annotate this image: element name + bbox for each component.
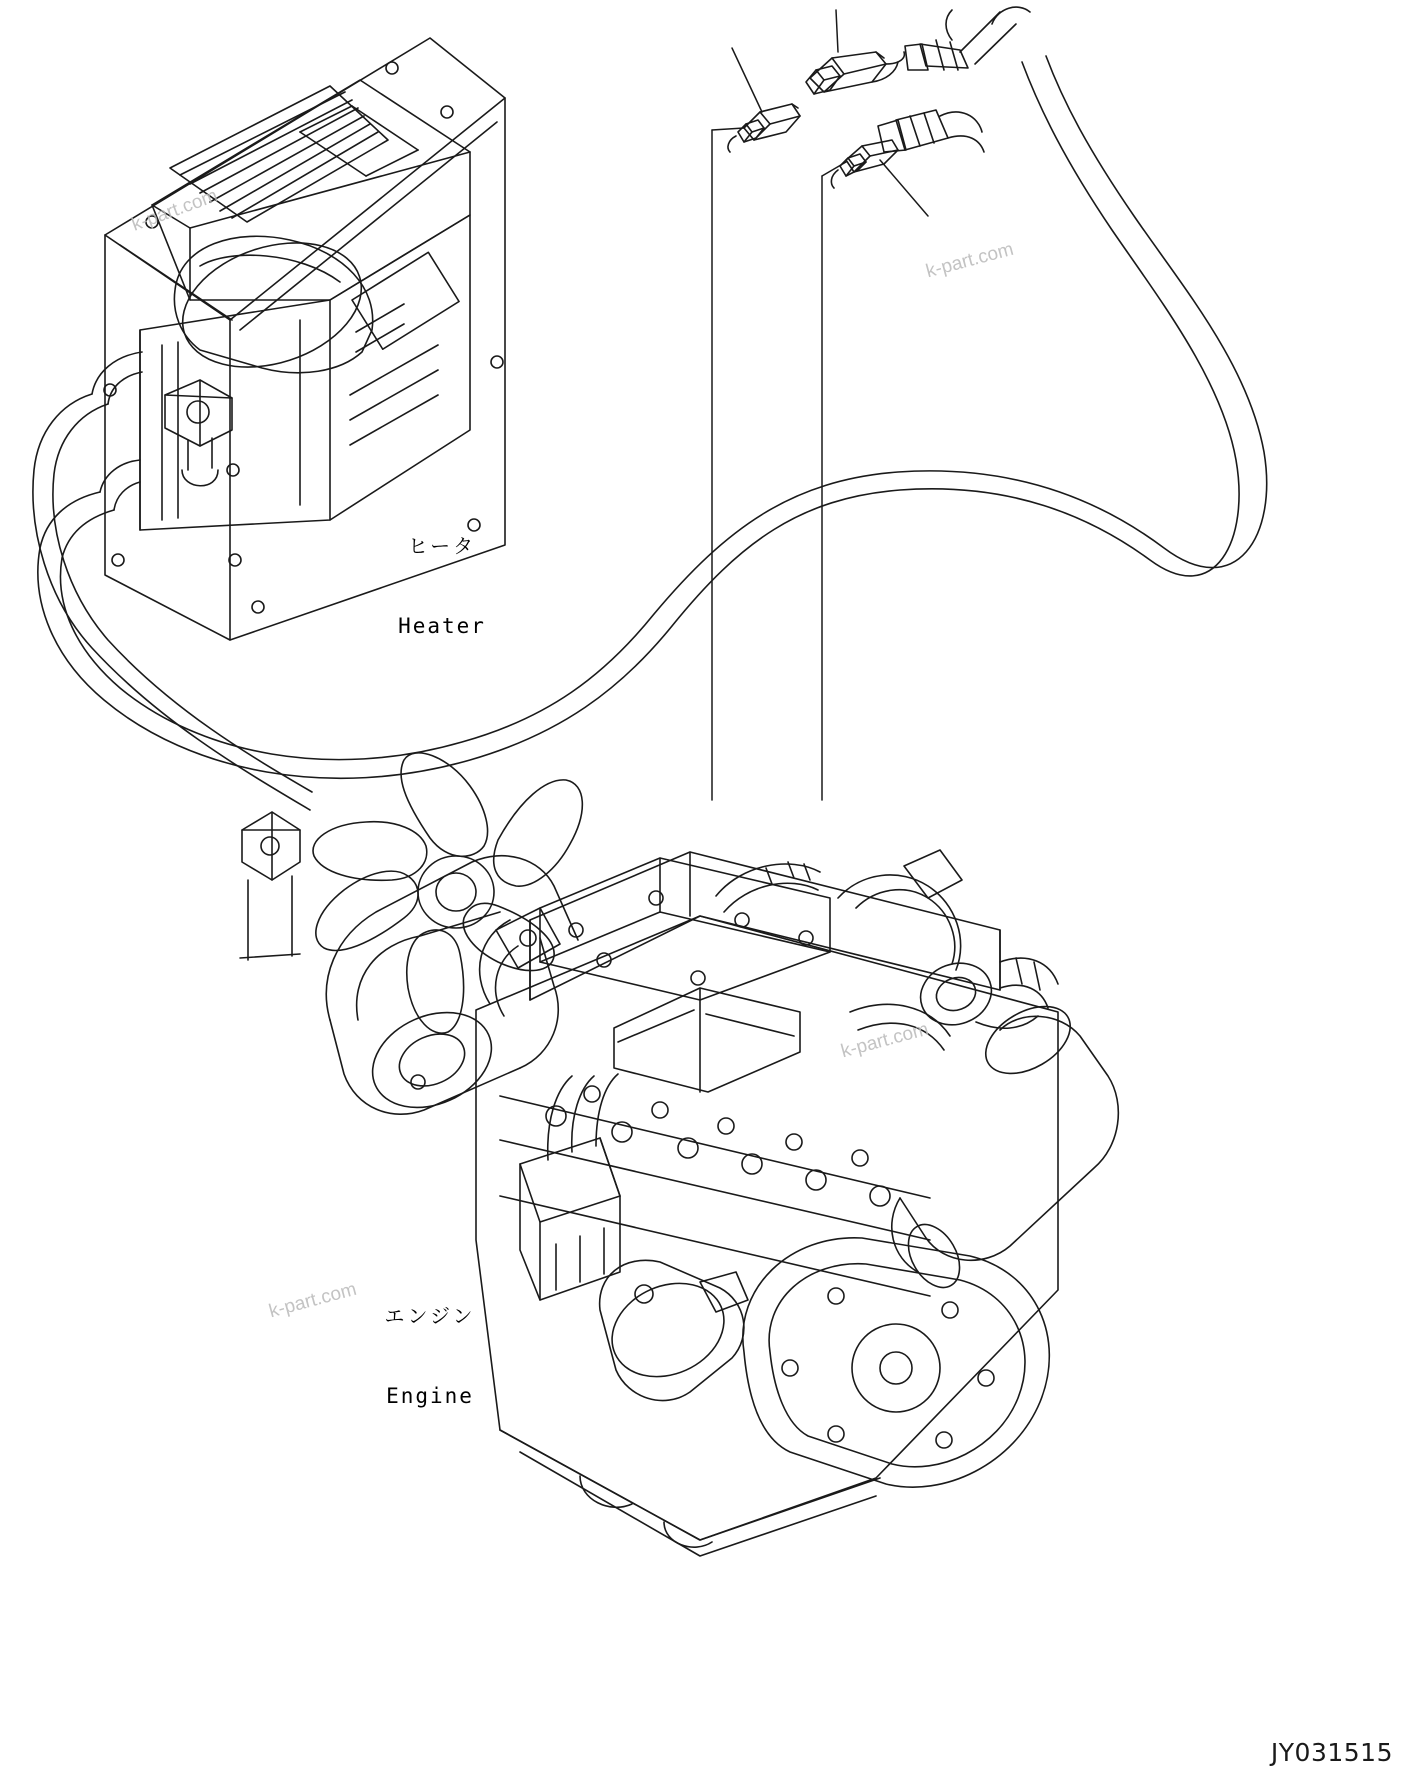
watermark: k-part.com [128, 185, 221, 236]
engine-label [330, 1250, 530, 1464]
watermark: k-part.com [266, 1278, 359, 1323]
watermark: k-part.com [923, 238, 1016, 283]
engine-label-en: Engine [386, 1384, 474, 1409]
connector-middle [806, 52, 904, 94]
heater-label [352, 480, 532, 694]
watermark: k-part.com [838, 1018, 931, 1063]
heater-label-en: Heater [398, 614, 486, 639]
callout-lines [712, 128, 846, 800]
heater-label-jp: ヒータ [407, 533, 477, 558]
engine-label-jp: エンジン [384, 1303, 476, 1328]
drawing-number: JY031515 [1270, 1738, 1393, 1767]
hose-assembly-lower [33, 394, 312, 960]
